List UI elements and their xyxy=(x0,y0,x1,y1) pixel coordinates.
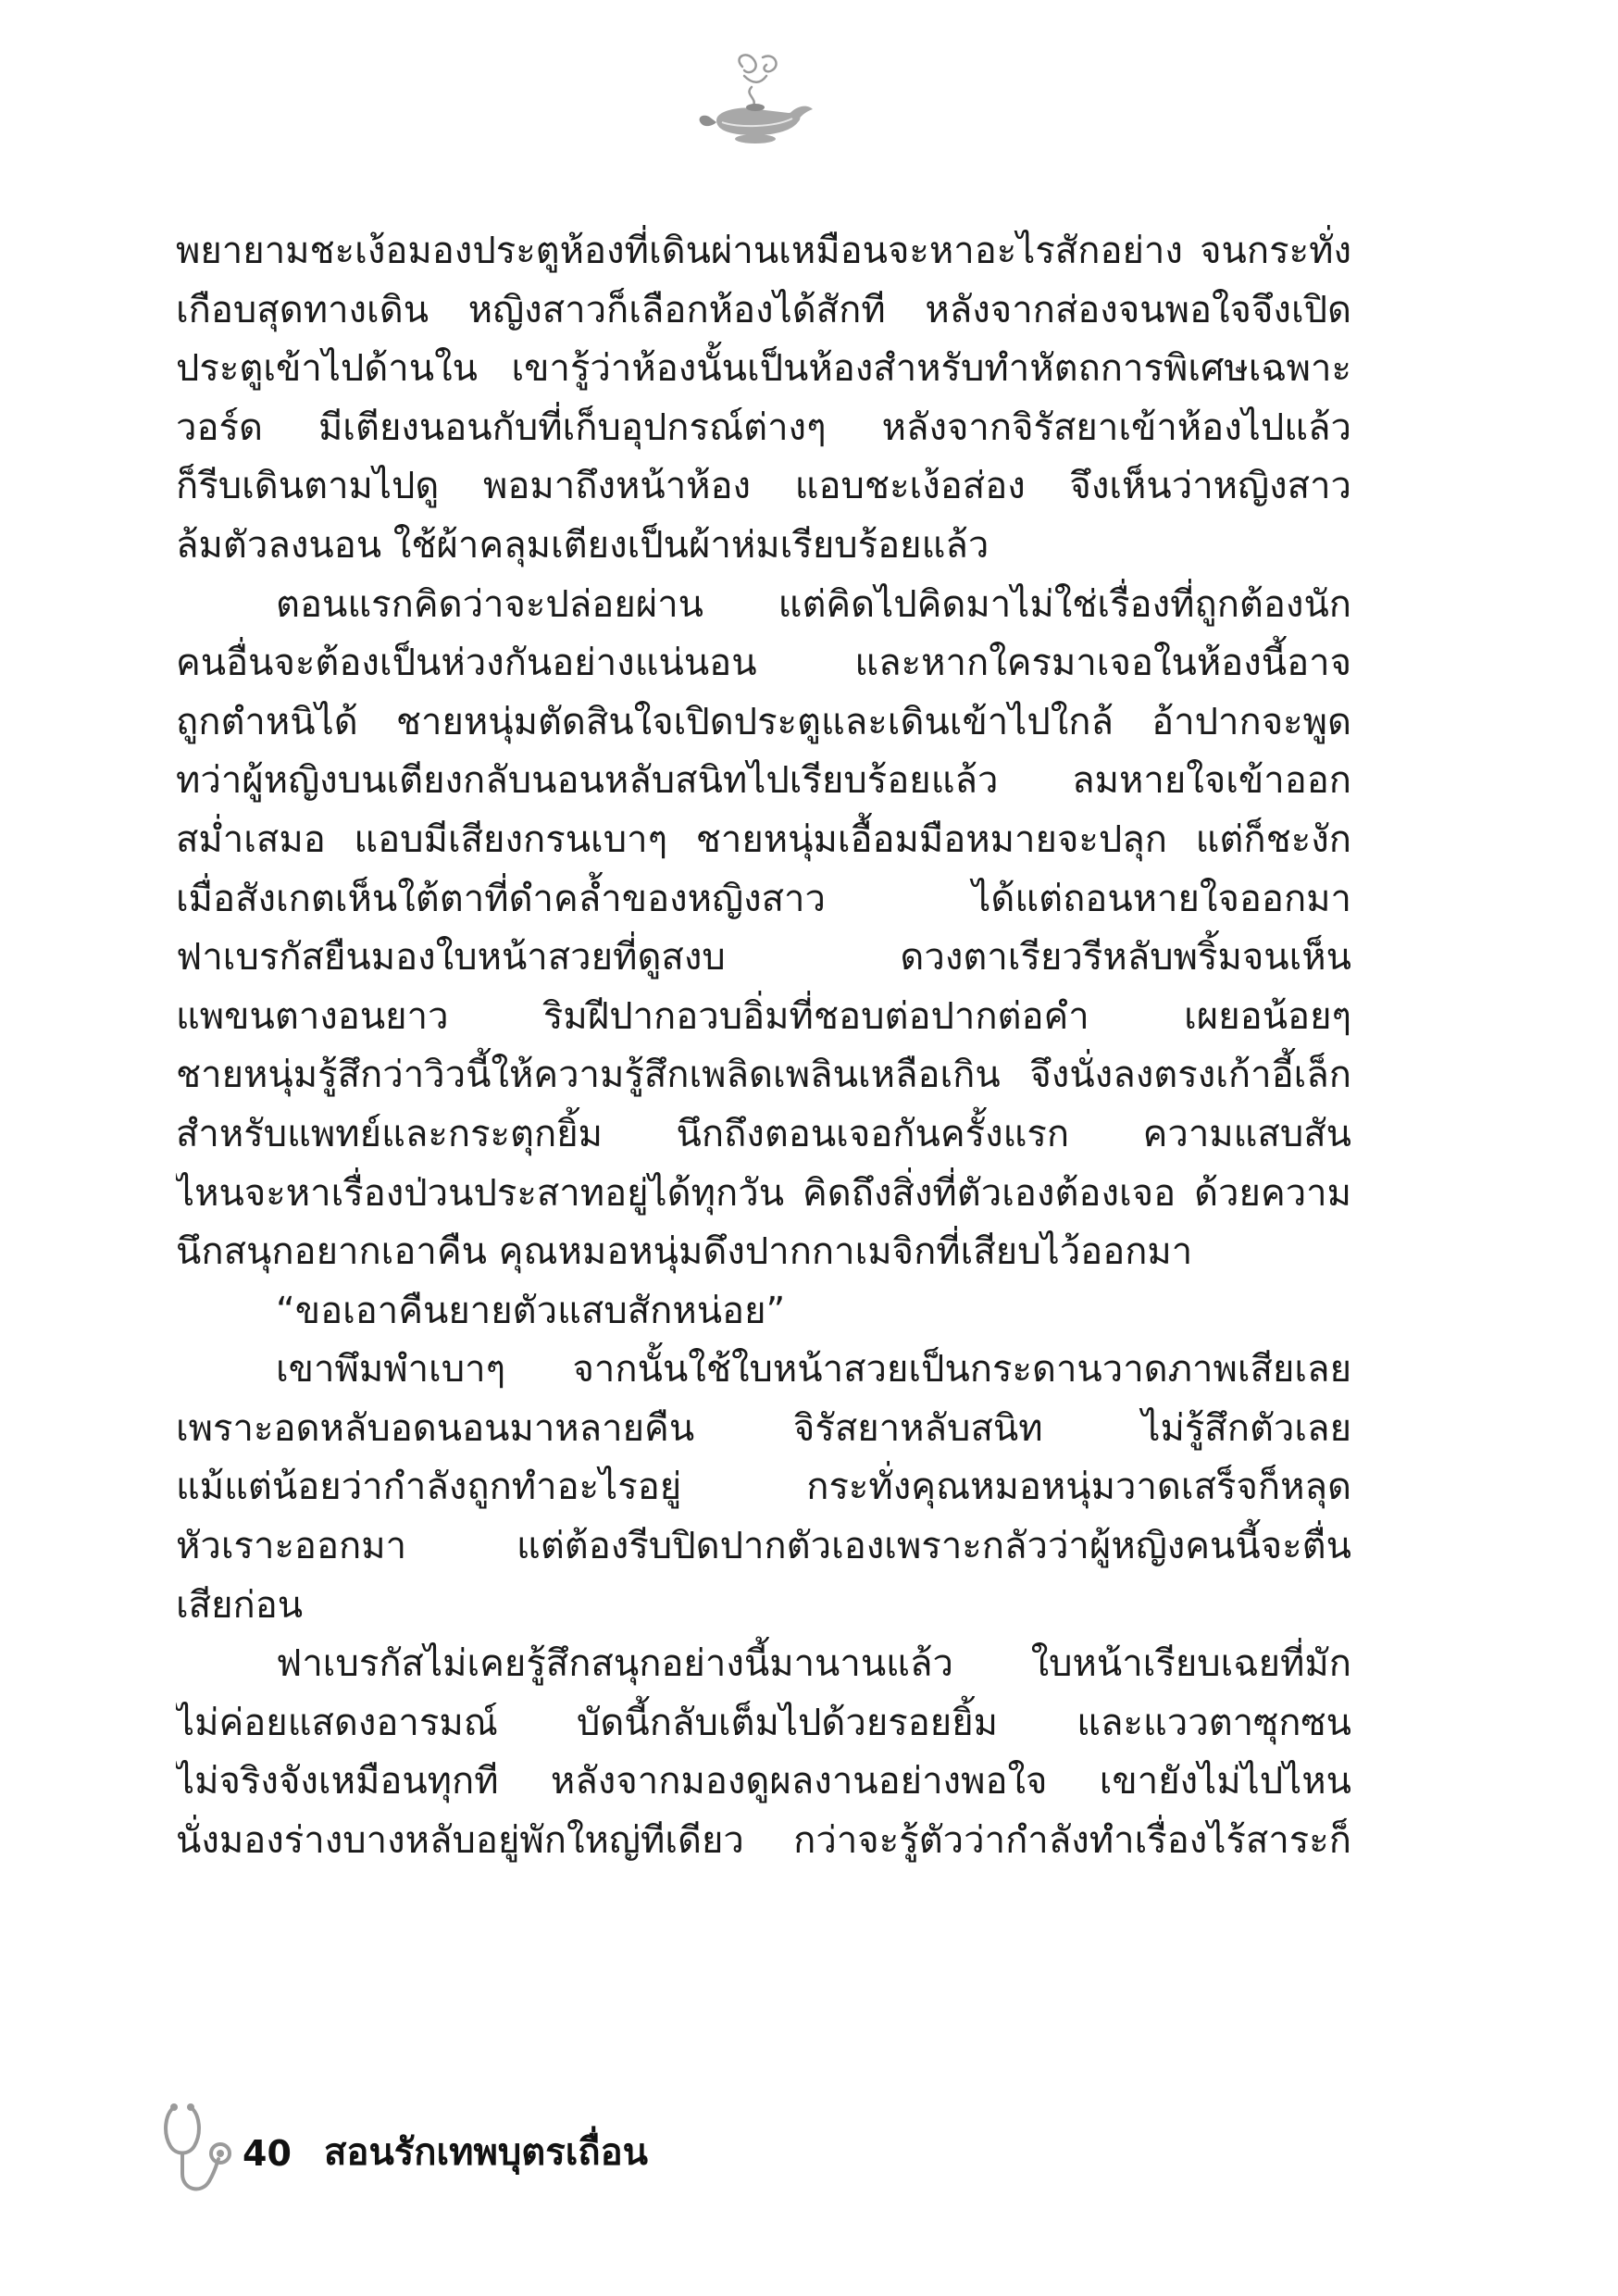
text-line: สม่ำเสมอ แอบมีเสียงกรนเบาๆ ชายหนุ่มเอื้อมมือหมายจะปลุก แต่ก็ชะงัก xyxy=(176,817,1351,861)
text-line: ตอนแรกคิดว่าจะปล่อยผ่าน แต่คิดไปคิดมาไม่ใช่เรื่องที่ถูกต้องนัก xyxy=(276,582,1351,626)
paragraph xyxy=(176,222,1351,576)
dialogue-line: “ขอเอาคืนยายตัวแสบสักหน่อย” xyxy=(276,1289,786,1332)
dialogue-paragraph xyxy=(176,1282,1351,1341)
text-line: ฟาเบรกัสยืนมองใบหน้าสวยที่ดูสงบ ดวงตาเรียวรีหลับพริ้มจนเห็น xyxy=(176,936,1351,980)
text-line: เสียก่อน xyxy=(176,1583,304,1627)
paragraph xyxy=(176,1635,1351,1870)
text-line: ชายหนุ่มรู้สึกว่าวิวนี้ให้ความรู้สึกเพลิดเพลินเหลือเกิน จึงนั่งลงตรงเก้าอี้เล็ก xyxy=(176,1054,1351,1097)
stethoscope-icon xyxy=(157,2102,241,2202)
text-line: คนอื่นจะต้องเป็นห่วงกันอย่างแน่นอน และหากใครมาเจอในห้องนี้อาจ xyxy=(176,642,1351,685)
text-line: ล้มตัวลงนอน ใช้ผ้าคลุมเตียงเป็นผ้าห่มเรียบร้อยแล้ว xyxy=(176,523,989,567)
text-line: เมื่อสังเกตเห็นใต้ตาที่ดำคล้ำของหญิงสาว ได้แต่ถอนหายใจออกมา xyxy=(176,877,1351,920)
text-line: ไม่ค่อยแสดงอารมณ์ บัดนี้กลับเต็มไปด้วยรอยยิ้ม และแววตาซุกซน xyxy=(176,1701,1351,1744)
text-line: ไหนจะหาเรื่องป่วนประสาทอยู่ได้ทุกวัน คิดถึงสิ่งที่ตัวเองต้องเจอ ด้วยความ xyxy=(176,1171,1351,1215)
text-line: ถูกตำหนิได้ ชายหนุ่มตัดสินใจเปิดประตูและเดินเข้าไปใกล้ อ้าปากจะพูด xyxy=(176,700,1351,743)
text-line: ไม่จริงจังเหมือนทุกที หลังจากมองดูผลงานอย่างพอใจ เขายังไม่ไปไหน xyxy=(176,1760,1351,1803)
text-line: ก็รีบเดินตามไปดู พอมาถึงหน้าห้อง แอบชะเง้อส่อง จึงเห็นว่าหญิงสาว xyxy=(176,465,1351,508)
text-line: วอร์ด มีเตียงนอนกับที่เก็บอุปกรณ์ต่างๆ หลังจากจิรัสยาเข้าห้องไปแล้ว xyxy=(176,406,1351,449)
text-line: เขาพึมพำเบาๆ จากนั้นใช้ใบหน้าสวยเป็นกระดานวาดภาพเสียเลย xyxy=(276,1348,1351,1391)
text-line: หัวเราะออกมา แต่ต้องรีบปิดปากตัวเองเพราะกลัวว่าผู้หญิงคนนี้จะตื่น xyxy=(176,1525,1351,1568)
text-line: ประตูเข้าไปด้านใน เขารู้ว่าห้องนั้นเป็นห้องสำหรับทำหัตถการพิเศษเฉพาะ xyxy=(176,347,1351,391)
text-line: สำหรับแพทย์และกระตุกยิ้ม นึกถึงตอนเจอกันครั้งแรก ความแสบสัน xyxy=(176,1112,1351,1155)
page-footer xyxy=(157,2102,805,2203)
text-line: แม้แต่น้อยว่ากำลังถูกทำอะไรอยู่ กระทั่งคุณหมอหนุ่มวาดเสร็จก็หลุด xyxy=(176,1466,1351,1509)
page-number: 40 xyxy=(243,2133,292,2174)
text-line: เกือบสุดทางเดิน หญิงสาวก็เลือกห้องได้สักที หลังจากส่องจนพอใจจึงเปิด xyxy=(176,288,1351,331)
paragraph xyxy=(176,1341,1351,1635)
paragraph xyxy=(176,576,1351,1282)
book-title: สอนรักเทพบุตรเถื่อน xyxy=(324,2131,648,2174)
text-line: ทว่าผู้หญิงบนเตียงกลับนอนหลับสนิทไปเรียบร้อยแล้ว ลมหายใจเข้าออก xyxy=(176,759,1351,803)
text-line: พยายามชะเง้อมองประตูห้องที่เดินผ่านเหมือนจะหาอะไรสักอย่าง จนกระทั่ง xyxy=(176,230,1351,272)
genie-lamp-icon xyxy=(689,48,818,159)
text-line: เพราะอดหลับอดนอนมาหลายคืน จิรัสยาหลับสนิท ไม่รู้สึกตัวเลย xyxy=(176,1406,1351,1450)
text-line: ฟาเบรกัสไม่เคยรู้สึกสนุกอย่างนี้มานานแล้ว ใบหน้าเรียบเฉยที่มัก xyxy=(276,1642,1351,1686)
text-line: นั่งมองร่างบางหลับอยู่พักใหญ่ทีเดียว กว่าจะรู้ตัวว่ากำลังทำเรื่องไร้สาระก็ xyxy=(176,1819,1351,1863)
body-text xyxy=(176,222,1351,1871)
text-line: นึกสนุกอยากเอาคืน คุณหมอหนุ่มดึงปากกาเมจิกที่เสียบไว้ออกมา xyxy=(176,1230,1193,1274)
text-line: แพขนตางอนยาว ริมฝีปากอวบอิ่มที่ชอบต่อปากต่อคำ เผยอน้อยๆ xyxy=(176,994,1351,1038)
